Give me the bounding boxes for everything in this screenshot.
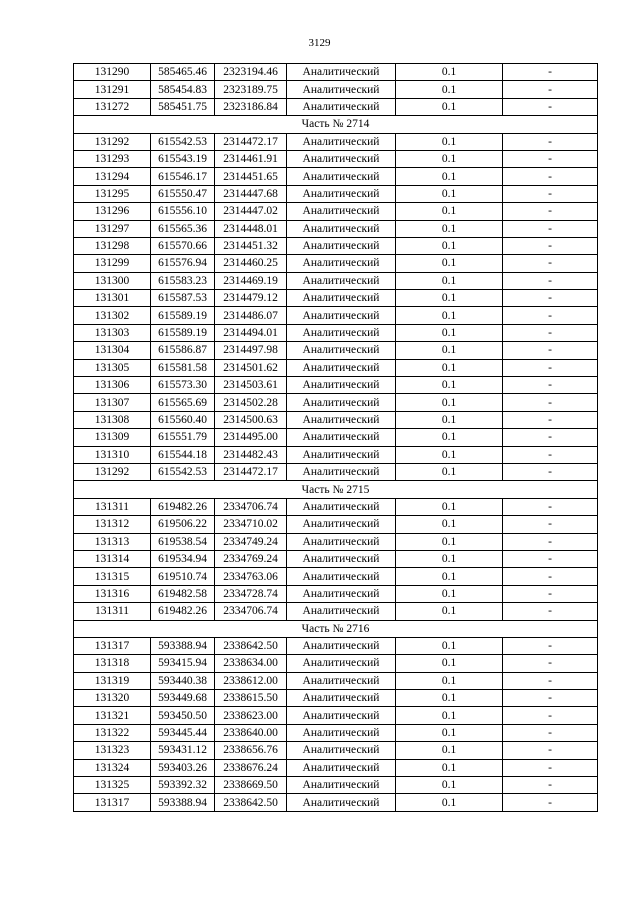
table-row bbox=[74, 324, 598, 341]
accuracy-cell: 0.1 bbox=[396, 272, 503, 289]
method-cell: Аналитический bbox=[287, 98, 396, 115]
point-id-cell: 131314 bbox=[74, 550, 151, 567]
x-coordinate-cell: 615544.18 bbox=[151, 446, 215, 463]
note-cell: - bbox=[503, 64, 598, 81]
table-row bbox=[74, 585, 598, 602]
x-coordinate-cell: 615565.69 bbox=[151, 394, 215, 411]
x-coordinate-cell: 615570.66 bbox=[151, 237, 215, 254]
y-coordinate-cell: 2314451.32 bbox=[215, 237, 287, 254]
point-id-cell: 131296 bbox=[74, 203, 151, 220]
table-row bbox=[74, 516, 598, 533]
y-coordinate-cell: 2314469.19 bbox=[215, 272, 287, 289]
note-cell: - bbox=[503, 307, 598, 324]
y-coordinate-cell: 2338640.00 bbox=[215, 724, 287, 741]
table-row bbox=[74, 446, 598, 463]
note-cell: - bbox=[503, 655, 598, 672]
accuracy-cell: 0.1 bbox=[396, 777, 503, 794]
accuracy-cell: 0.1 bbox=[396, 550, 503, 567]
point-id-cell: 131317 bbox=[74, 794, 151, 811]
table-row bbox=[74, 342, 598, 359]
y-coordinate-cell: 2338642.50 bbox=[215, 794, 287, 811]
method-cell: Аналитический bbox=[287, 359, 396, 376]
x-coordinate-cell: 615587.53 bbox=[151, 290, 215, 307]
point-id-cell: 131303 bbox=[74, 324, 151, 341]
accuracy-cell: 0.1 bbox=[396, 185, 503, 202]
accuracy-cell: 0.1 bbox=[396, 168, 503, 185]
table-row bbox=[74, 220, 598, 237]
x-coordinate-cell: 593403.26 bbox=[151, 759, 215, 776]
note-cell: - bbox=[503, 516, 598, 533]
method-cell: Аналитический bbox=[287, 690, 396, 707]
page-number: 3129 bbox=[308, 37, 331, 49]
section-header-row bbox=[74, 481, 598, 498]
method-cell: Аналитический bbox=[287, 203, 396, 220]
y-coordinate-cell: 2323186.84 bbox=[215, 98, 287, 115]
y-coordinate-cell: 2314472.17 bbox=[215, 463, 287, 480]
method-cell: Аналитический bbox=[287, 324, 396, 341]
y-coordinate-cell: 2338656.76 bbox=[215, 742, 287, 759]
note-cell: - bbox=[503, 133, 598, 150]
table-row bbox=[74, 603, 598, 620]
note-cell: - bbox=[503, 603, 598, 620]
table-row bbox=[74, 672, 598, 689]
x-coordinate-cell: 615583.23 bbox=[151, 272, 215, 289]
point-id-cell: 131305 bbox=[74, 359, 151, 376]
point-id-cell: 131299 bbox=[74, 255, 151, 272]
x-coordinate-cell: 593431.12 bbox=[151, 742, 215, 759]
method-cell: Аналитический bbox=[287, 550, 396, 567]
x-coordinate-cell: 593450.50 bbox=[151, 707, 215, 724]
accuracy-cell: 0.1 bbox=[396, 133, 503, 150]
table-row bbox=[74, 550, 598, 567]
method-cell: Аналитический bbox=[287, 150, 396, 167]
x-coordinate-cell: 615542.53 bbox=[151, 463, 215, 480]
point-id-cell: 131324 bbox=[74, 759, 151, 776]
accuracy-cell: 0.1 bbox=[396, 411, 503, 428]
y-coordinate-cell: 2334728.74 bbox=[215, 585, 287, 602]
point-id-cell: 131301 bbox=[74, 290, 151, 307]
point-id-cell: 131293 bbox=[74, 150, 151, 167]
note-cell: - bbox=[503, 777, 598, 794]
x-coordinate-cell: 615576.94 bbox=[151, 255, 215, 272]
note-cell: - bbox=[503, 394, 598, 411]
table-row bbox=[74, 759, 598, 776]
accuracy-cell: 0.1 bbox=[396, 672, 503, 689]
point-id-cell: 131306 bbox=[74, 377, 151, 394]
y-coordinate-cell: 2314472.17 bbox=[215, 133, 287, 150]
y-coordinate-cell: 2334749.24 bbox=[215, 533, 287, 550]
method-cell: Аналитический bbox=[287, 342, 396, 359]
point-id-cell: 131313 bbox=[74, 533, 151, 550]
method-cell: Аналитический bbox=[287, 724, 396, 741]
point-id-cell: 131311 bbox=[74, 603, 151, 620]
point-id-cell: 131315 bbox=[74, 568, 151, 585]
accuracy-cell: 0.1 bbox=[396, 690, 503, 707]
table-row bbox=[74, 377, 598, 394]
table-row bbox=[74, 150, 598, 167]
y-coordinate-cell: 2314500.63 bbox=[215, 411, 287, 428]
accuracy-cell: 0.1 bbox=[396, 533, 503, 550]
note-cell: - bbox=[503, 81, 598, 98]
method-cell: Аналитический bbox=[287, 307, 396, 324]
point-id-cell: 131291 bbox=[74, 81, 151, 98]
point-id-cell: 131319 bbox=[74, 672, 151, 689]
method-cell: Аналитический bbox=[287, 603, 396, 620]
accuracy-cell: 0.1 bbox=[396, 759, 503, 776]
accuracy-cell: 0.1 bbox=[396, 568, 503, 585]
point-id-cell: 131317 bbox=[74, 637, 151, 654]
accuracy-cell: 0.1 bbox=[396, 203, 503, 220]
method-cell: Аналитический bbox=[287, 463, 396, 480]
point-id-cell: 131310 bbox=[74, 446, 151, 463]
accuracy-cell: 0.1 bbox=[396, 290, 503, 307]
note-cell: - bbox=[503, 446, 598, 463]
y-coordinate-cell: 2314501.62 bbox=[215, 359, 287, 376]
accuracy-cell: 0.1 bbox=[396, 516, 503, 533]
note-cell: - bbox=[503, 203, 598, 220]
table-row bbox=[74, 707, 598, 724]
y-coordinate-cell: 2338669.50 bbox=[215, 777, 287, 794]
accuracy-cell: 0.1 bbox=[396, 150, 503, 167]
note-cell: - bbox=[503, 359, 598, 376]
table-row bbox=[74, 81, 598, 98]
method-cell: Аналитический bbox=[287, 777, 396, 794]
y-coordinate-cell: 2334706.74 bbox=[215, 498, 287, 515]
note-cell: - bbox=[503, 759, 598, 776]
x-coordinate-cell: 619482.58 bbox=[151, 585, 215, 602]
y-coordinate-cell: 2338623.00 bbox=[215, 707, 287, 724]
x-coordinate-cell: 593449.68 bbox=[151, 690, 215, 707]
x-coordinate-cell: 615546.17 bbox=[151, 168, 215, 185]
method-cell: Аналитический bbox=[287, 707, 396, 724]
note-cell: - bbox=[503, 290, 598, 307]
note-cell: - bbox=[503, 429, 598, 446]
note-cell: - bbox=[503, 568, 598, 585]
table-row bbox=[74, 655, 598, 672]
method-cell: Аналитический bbox=[287, 185, 396, 202]
x-coordinate-cell: 615556.10 bbox=[151, 203, 215, 220]
method-cell: Аналитический bbox=[287, 237, 396, 254]
accuracy-cell: 0.1 bbox=[396, 359, 503, 376]
x-coordinate-cell: 593440.38 bbox=[151, 672, 215, 689]
x-coordinate-cell: 619510.74 bbox=[151, 568, 215, 585]
y-coordinate-cell: 2334710.02 bbox=[215, 516, 287, 533]
note-cell: - bbox=[503, 237, 598, 254]
note-cell: - bbox=[503, 255, 598, 272]
x-coordinate-cell: 585454.83 bbox=[151, 81, 215, 98]
method-cell: Аналитический bbox=[287, 516, 396, 533]
table-row bbox=[74, 429, 598, 446]
point-id-cell: 131290 bbox=[74, 64, 151, 81]
y-coordinate-cell: 2334769.24 bbox=[215, 550, 287, 567]
accuracy-cell: 0.1 bbox=[396, 429, 503, 446]
x-coordinate-cell: 593388.94 bbox=[151, 794, 215, 811]
y-coordinate-cell: 2338615.50 bbox=[215, 690, 287, 707]
x-coordinate-cell: 615551.79 bbox=[151, 429, 215, 446]
x-coordinate-cell: 615573.30 bbox=[151, 377, 215, 394]
x-coordinate-cell: 619506.22 bbox=[151, 516, 215, 533]
table-row bbox=[74, 203, 598, 220]
table-row bbox=[74, 272, 598, 289]
y-coordinate-cell: 2314495.00 bbox=[215, 429, 287, 446]
method-cell: Аналитический bbox=[287, 794, 396, 811]
x-coordinate-cell: 615589.19 bbox=[151, 324, 215, 341]
note-cell: - bbox=[503, 794, 598, 811]
method-cell: Аналитический bbox=[287, 533, 396, 550]
table-row bbox=[74, 394, 598, 411]
table-row bbox=[74, 777, 598, 794]
x-coordinate-cell: 615586.87 bbox=[151, 342, 215, 359]
method-cell: Аналитический bbox=[287, 759, 396, 776]
section-header-row bbox=[74, 116, 598, 133]
x-coordinate-cell: 585465.46 bbox=[151, 64, 215, 81]
accuracy-cell: 0.1 bbox=[396, 81, 503, 98]
point-id-cell: 131297 bbox=[74, 220, 151, 237]
accuracy-cell: 0.1 bbox=[396, 707, 503, 724]
method-cell: Аналитический bbox=[287, 585, 396, 602]
table-row bbox=[74, 568, 598, 585]
point-id-cell: 131322 bbox=[74, 724, 151, 741]
method-cell: Аналитический bbox=[287, 672, 396, 689]
note-cell: - bbox=[503, 463, 598, 480]
y-coordinate-cell: 2314482.43 bbox=[215, 446, 287, 463]
method-cell: Аналитический bbox=[287, 655, 396, 672]
note-cell: - bbox=[503, 550, 598, 567]
note-cell: - bbox=[503, 185, 598, 202]
y-coordinate-cell: 2314503.61 bbox=[215, 377, 287, 394]
accuracy-cell: 0.1 bbox=[396, 237, 503, 254]
accuracy-cell: 0.1 bbox=[396, 377, 503, 394]
method-cell: Аналитический bbox=[287, 290, 396, 307]
method-cell: Аналитический bbox=[287, 411, 396, 428]
method-cell: Аналитический bbox=[287, 133, 396, 150]
table-row bbox=[74, 533, 598, 550]
section-header-row bbox=[74, 620, 598, 637]
point-id-cell: 131325 bbox=[74, 777, 151, 794]
y-coordinate-cell: 2338612.00 bbox=[215, 672, 287, 689]
y-coordinate-cell: 2314486.07 bbox=[215, 307, 287, 324]
point-id-cell: 131318 bbox=[74, 655, 151, 672]
point-id-cell: 131292 bbox=[74, 133, 151, 150]
table-row bbox=[74, 168, 598, 185]
point-id-cell: 131312 bbox=[74, 516, 151, 533]
table-row bbox=[74, 794, 598, 811]
y-coordinate-cell: 2334706.74 bbox=[215, 603, 287, 620]
accuracy-cell: 0.1 bbox=[396, 324, 503, 341]
method-cell: Аналитический bbox=[287, 220, 396, 237]
y-coordinate-cell: 2314502.28 bbox=[215, 394, 287, 411]
note-cell: - bbox=[503, 324, 598, 341]
section-title: Часть № 2714 bbox=[74, 116, 598, 133]
note-cell: - bbox=[503, 637, 598, 654]
y-coordinate-cell: 2338634.00 bbox=[215, 655, 287, 672]
y-coordinate-cell: 2314494.01 bbox=[215, 324, 287, 341]
table-row bbox=[74, 64, 598, 81]
table-row bbox=[74, 290, 598, 307]
point-id-cell: 131321 bbox=[74, 707, 151, 724]
accuracy-cell: 0.1 bbox=[396, 98, 503, 115]
table-row bbox=[74, 637, 598, 654]
point-id-cell: 131272 bbox=[74, 98, 151, 115]
method-cell: Аналитический bbox=[287, 377, 396, 394]
note-cell: - bbox=[503, 672, 598, 689]
note-cell: - bbox=[503, 150, 598, 167]
point-id-cell: 131316 bbox=[74, 585, 151, 602]
y-coordinate-cell: 2314451.65 bbox=[215, 168, 287, 185]
accuracy-cell: 0.1 bbox=[396, 724, 503, 741]
x-coordinate-cell: 593445.44 bbox=[151, 724, 215, 741]
accuracy-cell: 0.1 bbox=[396, 498, 503, 515]
method-cell: Аналитический bbox=[287, 637, 396, 654]
method-cell: Аналитический bbox=[287, 64, 396, 81]
x-coordinate-cell: 619482.26 bbox=[151, 498, 215, 515]
coordinates-table bbox=[73, 63, 598, 812]
coordinates-table-body bbox=[74, 64, 598, 812]
note-cell: - bbox=[503, 411, 598, 428]
method-cell: Аналитический bbox=[287, 272, 396, 289]
method-cell: Аналитический bbox=[287, 255, 396, 272]
note-cell: - bbox=[503, 690, 598, 707]
table-row bbox=[74, 724, 598, 741]
method-cell: Аналитический bbox=[287, 168, 396, 185]
accuracy-cell: 0.1 bbox=[396, 637, 503, 654]
method-cell: Аналитический bbox=[287, 498, 396, 515]
note-cell: - bbox=[503, 220, 598, 237]
note-cell: - bbox=[503, 585, 598, 602]
accuracy-cell: 0.1 bbox=[396, 307, 503, 324]
accuracy-cell: 0.1 bbox=[396, 255, 503, 272]
y-coordinate-cell: 2323194.46 bbox=[215, 64, 287, 81]
accuracy-cell: 0.1 bbox=[396, 742, 503, 759]
x-coordinate-cell: 615589.19 bbox=[151, 307, 215, 324]
y-coordinate-cell: 2314461.91 bbox=[215, 150, 287, 167]
point-id-cell: 131298 bbox=[74, 237, 151, 254]
x-coordinate-cell: 619482.26 bbox=[151, 603, 215, 620]
y-coordinate-cell: 2323189.75 bbox=[215, 81, 287, 98]
x-coordinate-cell: 615565.36 bbox=[151, 220, 215, 237]
section-title: Часть № 2716 bbox=[74, 620, 598, 637]
table-row bbox=[74, 307, 598, 324]
note-cell: - bbox=[503, 498, 598, 515]
point-id-cell: 131311 bbox=[74, 498, 151, 515]
accuracy-cell: 0.1 bbox=[396, 585, 503, 602]
point-id-cell: 131302 bbox=[74, 307, 151, 324]
x-coordinate-cell: 615581.58 bbox=[151, 359, 215, 376]
table-row bbox=[74, 359, 598, 376]
accuracy-cell: 0.1 bbox=[396, 794, 503, 811]
point-id-cell: 131308 bbox=[74, 411, 151, 428]
note-cell: - bbox=[503, 533, 598, 550]
accuracy-cell: 0.1 bbox=[396, 342, 503, 359]
y-coordinate-cell: 2314447.68 bbox=[215, 185, 287, 202]
method-cell: Аналитический bbox=[287, 446, 396, 463]
point-id-cell: 131323 bbox=[74, 742, 151, 759]
point-id-cell: 131309 bbox=[74, 429, 151, 446]
x-coordinate-cell: 615542.53 bbox=[151, 133, 215, 150]
point-id-cell: 131292 bbox=[74, 463, 151, 480]
table-row bbox=[74, 498, 598, 515]
note-cell: - bbox=[503, 98, 598, 115]
point-id-cell: 131307 bbox=[74, 394, 151, 411]
point-id-cell: 131295 bbox=[74, 185, 151, 202]
accuracy-cell: 0.1 bbox=[396, 655, 503, 672]
y-coordinate-cell: 2338676.24 bbox=[215, 759, 287, 776]
accuracy-cell: 0.1 bbox=[396, 220, 503, 237]
note-cell: - bbox=[503, 168, 598, 185]
table-row bbox=[74, 411, 598, 428]
note-cell: - bbox=[503, 377, 598, 394]
x-coordinate-cell: 615560.40 bbox=[151, 411, 215, 428]
note-cell: - bbox=[503, 742, 598, 759]
x-coordinate-cell: 619538.54 bbox=[151, 533, 215, 550]
note-cell: - bbox=[503, 724, 598, 741]
x-coordinate-cell: 619534.94 bbox=[151, 550, 215, 567]
table-row bbox=[74, 463, 598, 480]
table-row bbox=[74, 742, 598, 759]
y-coordinate-cell: 2314479.12 bbox=[215, 290, 287, 307]
table-row bbox=[74, 255, 598, 272]
y-coordinate-cell: 2334763.06 bbox=[215, 568, 287, 585]
x-coordinate-cell: 593415.94 bbox=[151, 655, 215, 672]
y-coordinate-cell: 2314460.25 bbox=[215, 255, 287, 272]
table-row bbox=[74, 690, 598, 707]
point-id-cell: 131294 bbox=[74, 168, 151, 185]
accuracy-cell: 0.1 bbox=[396, 463, 503, 480]
point-id-cell: 131304 bbox=[74, 342, 151, 359]
y-coordinate-cell: 2314447.02 bbox=[215, 203, 287, 220]
x-coordinate-cell: 593388.94 bbox=[151, 637, 215, 654]
section-title: Часть № 2715 bbox=[74, 481, 598, 498]
method-cell: Аналитический bbox=[287, 568, 396, 585]
method-cell: Аналитический bbox=[287, 742, 396, 759]
method-cell: Аналитический bbox=[287, 394, 396, 411]
y-coordinate-cell: 2338642.50 bbox=[215, 637, 287, 654]
x-coordinate-cell: 585451.75 bbox=[151, 98, 215, 115]
point-id-cell: 131300 bbox=[74, 272, 151, 289]
method-cell: Аналитический bbox=[287, 429, 396, 446]
note-cell: - bbox=[503, 342, 598, 359]
note-cell: - bbox=[503, 707, 598, 724]
note-cell: - bbox=[503, 272, 598, 289]
accuracy-cell: 0.1 bbox=[396, 64, 503, 81]
x-coordinate-cell: 615543.19 bbox=[151, 150, 215, 167]
y-coordinate-cell: 2314497.98 bbox=[215, 342, 287, 359]
accuracy-cell: 0.1 bbox=[396, 394, 503, 411]
point-id-cell: 131320 bbox=[74, 690, 151, 707]
table-row bbox=[74, 98, 598, 115]
table-row bbox=[74, 237, 598, 254]
accuracy-cell: 0.1 bbox=[396, 446, 503, 463]
table-row bbox=[74, 133, 598, 150]
y-coordinate-cell: 2314448.01 bbox=[215, 220, 287, 237]
method-cell: Аналитический bbox=[287, 81, 396, 98]
x-coordinate-cell: 593392.32 bbox=[151, 777, 215, 794]
table-row bbox=[74, 185, 598, 202]
accuracy-cell: 0.1 bbox=[396, 603, 503, 620]
x-coordinate-cell: 615550.47 bbox=[151, 185, 215, 202]
